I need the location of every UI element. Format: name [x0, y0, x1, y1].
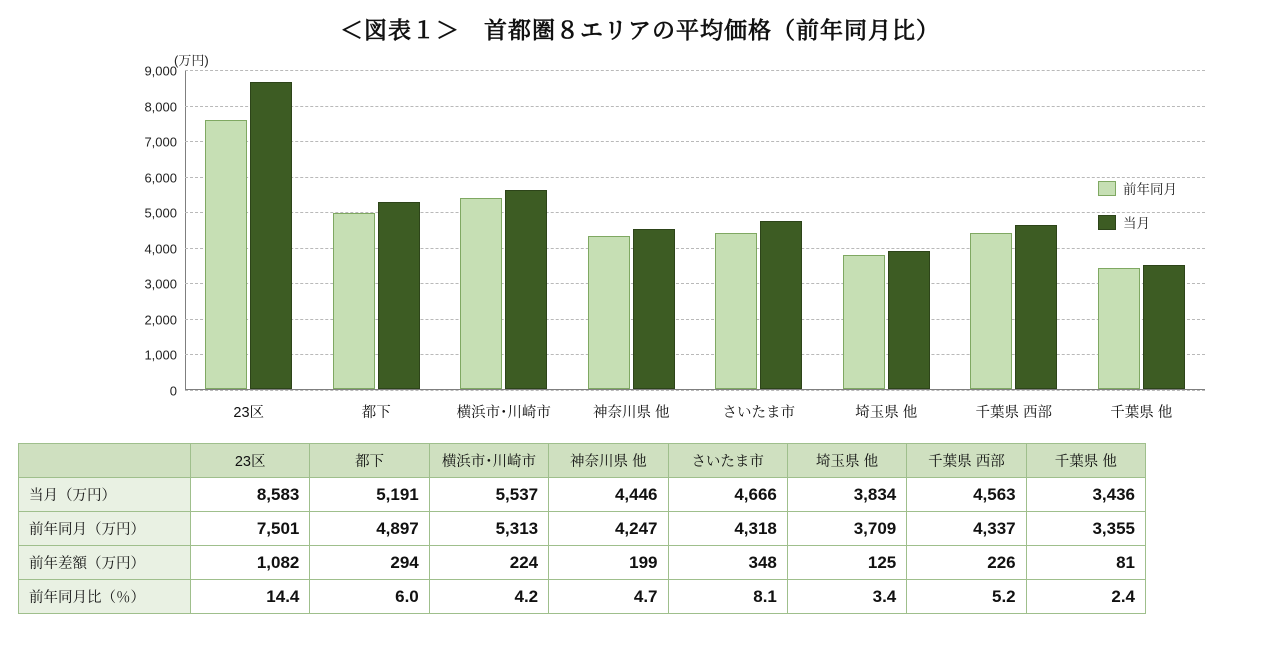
table-cell: 8,583 [191, 478, 310, 512]
table-cell: 5,191 [310, 478, 429, 512]
table-cell: 5,313 [429, 512, 548, 546]
table-cell: 6.0 [310, 580, 429, 614]
table-column-header: 横浜市･川崎市 [429, 444, 548, 478]
table-cell: 4,666 [668, 478, 787, 512]
table-cell: 4,337 [907, 512, 1026, 546]
bar-group [695, 70, 823, 421]
table-cell: 4,897 [310, 512, 429, 546]
chart-legend [1098, 178, 1177, 246]
table-cell: 5.2 [907, 580, 1026, 614]
legend-label-prev: 前年同月 [1123, 182, 1177, 197]
table-column-header: 埼玉県 他 [787, 444, 906, 478]
y-axis-tick-label: 6,000 [144, 170, 177, 186]
table-cell: 4.2 [429, 580, 548, 614]
y-axis-tick-label: 7,000 [144, 134, 177, 150]
table-cell: 125 [787, 546, 906, 580]
bar-curr [633, 229, 675, 389]
y-axis-tick-label: 3,000 [144, 276, 177, 292]
page-title: ＜図表１＞ 首都圏８エリアの平均価格（前年同月比） [340, 17, 940, 43]
table-cell: 199 [549, 546, 668, 580]
y-axis-tick-label: 1,000 [144, 347, 177, 363]
bar-prev [205, 120, 247, 389]
bar-prev [460, 198, 502, 389]
table-header-row [19, 444, 1146, 478]
table-cell: 7,501 [191, 512, 310, 546]
y-axis-tick-label: 4,000 [144, 241, 177, 257]
bar-curr [505, 190, 547, 389]
table-header [19, 444, 1146, 478]
table-cell: 4,563 [907, 478, 1026, 512]
table-cell: 3.4 [787, 580, 906, 614]
legend-item-prev [1098, 178, 1177, 198]
bar-curr [250, 82, 292, 389]
table-cell: 294 [310, 546, 429, 580]
x-axis-tick-label: 埼玉県 他 [855, 405, 918, 421]
table-column-header: 23区 [191, 444, 310, 478]
table-row [19, 546, 1146, 580]
table-row-header: 前年同月（万円） [19, 512, 191, 546]
y-axis-tick-label: 2,000 [144, 312, 177, 328]
x-axis-tick-label: 千葉県 他 [1110, 405, 1173, 421]
table-column-header: さいたま市 [668, 444, 787, 478]
bar-group [823, 70, 951, 421]
y-axis-tick-label: 5,000 [144, 205, 177, 221]
table-column-header: 千葉県 西部 [907, 444, 1026, 478]
table-body [19, 478, 1146, 614]
x-axis-tick-label: 23区 [233, 405, 265, 421]
x-axis-tick-label: 横浜市･川崎市 [456, 405, 551, 421]
table-column-header: 神奈川県 他 [549, 444, 668, 478]
legend-label-curr: 当月 [1123, 216, 1150, 231]
x-axis-tick-label: さいたま市 [722, 405, 795, 421]
bar-group [440, 70, 568, 421]
table-row [19, 512, 1146, 546]
table-cell: 3,436 [1026, 478, 1145, 512]
table-column-header: 都下 [310, 444, 429, 478]
table-cell: 14.4 [191, 580, 310, 614]
table-cell: 224 [429, 546, 548, 580]
x-axis-tick-label: 都下 [361, 405, 391, 421]
y-axis-tick-label: 0 [169, 383, 177, 399]
gridline [169, 383, 1205, 399]
table-row [19, 580, 1146, 614]
bar-prev [1098, 268, 1140, 389]
y-axis-tick-label: 8,000 [144, 99, 177, 115]
legend-item-curr [1098, 212, 1177, 232]
x-axis-tick-label: 千葉県 西部 [975, 405, 1053, 421]
table-row-header: 前年差額（万円） [19, 546, 191, 580]
table-row-header: 当月（万円） [19, 478, 191, 512]
table-cell: 2.4 [1026, 580, 1145, 614]
table-cell: 4,446 [549, 478, 668, 512]
y-axis-unit-label: (万円) [174, 53, 209, 68]
table-cell: 226 [907, 546, 1026, 580]
bar-curr [378, 202, 420, 389]
table-cell: 5,537 [429, 478, 548, 512]
bar-prev [970, 233, 1012, 389]
bar-group [313, 70, 441, 421]
table-cell: 1,082 [191, 546, 310, 580]
table-row [19, 478, 1146, 512]
bar-curr [1143, 265, 1185, 389]
legend-swatch-prev-icon [1098, 181, 1116, 196]
bar-curr [888, 251, 930, 389]
table-cell: 348 [668, 546, 787, 580]
chart-plot-area [144, 63, 1205, 421]
table-cell: 3,709 [787, 512, 906, 546]
table-cell: 3,355 [1026, 512, 1145, 546]
bar-prev [588, 236, 630, 389]
x-axis-tick-label: 神奈川県 他 [592, 405, 670, 421]
table-cell: 4,247 [549, 512, 668, 546]
table-row-header: 前年同月比（％） [19, 580, 191, 614]
bar-prev [333, 213, 375, 389]
table-column-header: 千葉県 他 [1026, 444, 1145, 478]
table-cell: 4.7 [549, 580, 668, 614]
bar-curr [760, 221, 802, 389]
bar-curr [1015, 225, 1057, 389]
bar-group [568, 70, 696, 421]
table-corner-cell [19, 444, 191, 478]
y-axis-tick-label: 9,000 [144, 63, 177, 79]
table-cell: 81 [1026, 546, 1145, 580]
table-cell: 4,318 [668, 512, 787, 546]
bar-groups [185, 70, 1205, 421]
bar-prev [843, 255, 885, 389]
legend-swatch-curr-icon [1098, 215, 1116, 230]
bar-group [185, 70, 313, 421]
bar-group [950, 70, 1078, 421]
table-cell: 3,834 [787, 478, 906, 512]
data-table [18, 443, 1146, 614]
data-table-wrapper [18, 443, 1146, 614]
table-cell: 8.1 [668, 580, 787, 614]
bar-prev [715, 233, 757, 389]
